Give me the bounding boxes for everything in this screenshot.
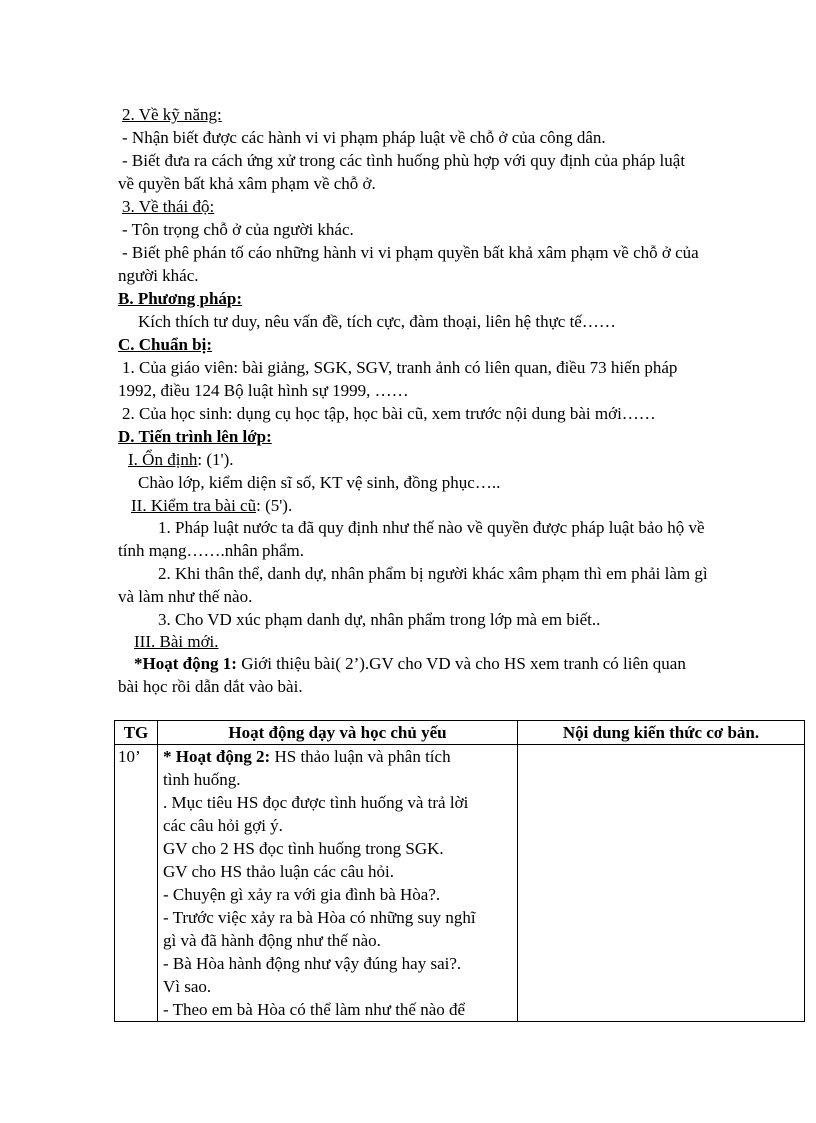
section-d-heading: D. Tiến trình lên lớp: — [118, 427, 272, 446]
section-3-heading: 3. Về thái độ: — [122, 197, 215, 216]
hoat-dong-2-label: * Hoạt động 2: — [163, 747, 271, 766]
header-time: TG — [115, 721, 158, 745]
section-2-heading: 2. Về kỹ năng: — [122, 105, 222, 124]
section-b-heading: B. Phương pháp: — [118, 289, 243, 308]
kiem-tra-label: II. Kiểm tra bài cũ — [131, 496, 257, 515]
question-3: 3. Cho VD xúc phạm danh dự, nhân phẩm trong lớp mà em biết.. — [158, 610, 601, 629]
table-row — [115, 745, 805, 1022]
time-value: 10’ — [118, 747, 141, 766]
on-dinh-time: : (1'). — [197, 450, 234, 469]
activity-line: - Bà Hòa hành động như vậy đúng hay sai?. — [163, 954, 462, 973]
on-dinh-label: I. Ổn định — [128, 450, 198, 469]
activity-line: GV cho 2 HS đọc tình huống trong SGK. — [163, 839, 444, 858]
header-activity: Hoạt động dạy và học chủ yếu — [158, 721, 518, 745]
question-2-line-2: và làm như thế nào. — [118, 587, 253, 606]
skill-line-2: - Biết đưa ra cách ứng xử trong các tình huống phù hợp với quy định của pháp luật — [122, 151, 686, 170]
attitude-line-2: - Biết phê phán tố cáo những hành vi vi phạm quyền bất khả xâm phạm về chỗ ở của — [122, 243, 699, 262]
prep-line-1: 1. Của giáo viên: bài giảng, SGK, SGV, tranh ảnh có liên quan, điều 73 hiến pháp — [122, 358, 678, 377]
activity-line: - Theo em bà Hòa có thể làm như thế nào để — [163, 1000, 466, 1019]
hoat-dong-2-line — [163, 745, 517, 768]
lesson-table — [114, 720, 805, 1022]
on-dinh-text: Chào lớp, kiểm diện sĩ số, KT vệ sinh, đồng phục….. — [138, 473, 501, 492]
attitude-line-3: người khác. — [118, 266, 199, 285]
hoat-dong-1-text: Giới thiệu bài( 2’).GV cho VD và cho HS xem tranh có liên quan — [236, 654, 686, 673]
hoat-dong-1-text-2: bài học rồi dẫn dắt vào bài. — [118, 677, 303, 696]
hoat-dong-1-label: *Hoạt động 1: — [134, 654, 237, 673]
activity-line: tình huống. — [163, 770, 241, 789]
activity-line: GV cho HS thảo luận các câu hỏi. — [163, 862, 395, 881]
method-text: Kích thích tư duy, nêu vấn đề, tích cực, đàm thoại, liên hệ thực tế…… — [138, 312, 616, 331]
kiem-tra-time: : (5'). — [256, 496, 293, 515]
kiem-tra-line — [131, 495, 292, 517]
hoat-dong-2-text: HS thảo luận và phân tích — [270, 747, 451, 766]
on-dinh-line — [128, 449, 234, 471]
prep-line-3: 2. Của học sinh: dụng cụ học tập, học bài cũ, xem trước nội dung bài mới…… — [122, 404, 656, 423]
activity-line: - Trước việc xảy ra bà Hòa có những suy nghĩ — [163, 908, 476, 927]
activity-line: . Mục tiêu HS đọc được tình huống và trả lời — [163, 793, 469, 812]
header-content: Nội dung kiến thức cơ bản. — [518, 721, 805, 745]
question-2-line-1: 2. Khi thân thể, danh dự, nhân phẩm bị người khác xâm phạm thì em phải làm gì — [158, 564, 708, 583]
bai-moi-heading: III. Bài mới. — [134, 632, 219, 651]
skill-line-3: về quyền bất khả xâm phạm về chỗ ở. — [118, 174, 376, 193]
activity-cell — [158, 745, 518, 1022]
section-c-heading: C. Chuẩn bị: — [118, 335, 213, 354]
activity-line: các câu hỏi gợi ý. — [163, 816, 283, 835]
activity-line: Vì sao. — [163, 977, 212, 996]
attitude-line-1: - Tôn trọng chỗ ở của người khác. — [122, 220, 354, 239]
question-1-line-2: tính mạng…….nhân phẩm. — [118, 541, 305, 560]
table-header-row — [115, 721, 805, 745]
activity-line: gì và đã hành động như thế nào. — [163, 931, 381, 950]
time-cell — [115, 745, 158, 1022]
question-1-line-1: 1. Pháp luật nước ta đã quy định như thế nào về quyền được pháp luật bảo hộ về — [158, 518, 705, 537]
content-cell — [518, 745, 805, 1022]
skill-line-1: - Nhận biết được các hành vi vi phạm pháp luật về chỗ ở của công dân. — [122, 128, 606, 147]
activity-line: - Chuyện gì xảy ra với gia đình bà Hòa?. — [163, 885, 441, 904]
hoat-dong-1-line — [134, 653, 686, 675]
prep-line-2: 1992, điều 124 Bộ luật hình sự 1999, …… — [118, 381, 409, 400]
